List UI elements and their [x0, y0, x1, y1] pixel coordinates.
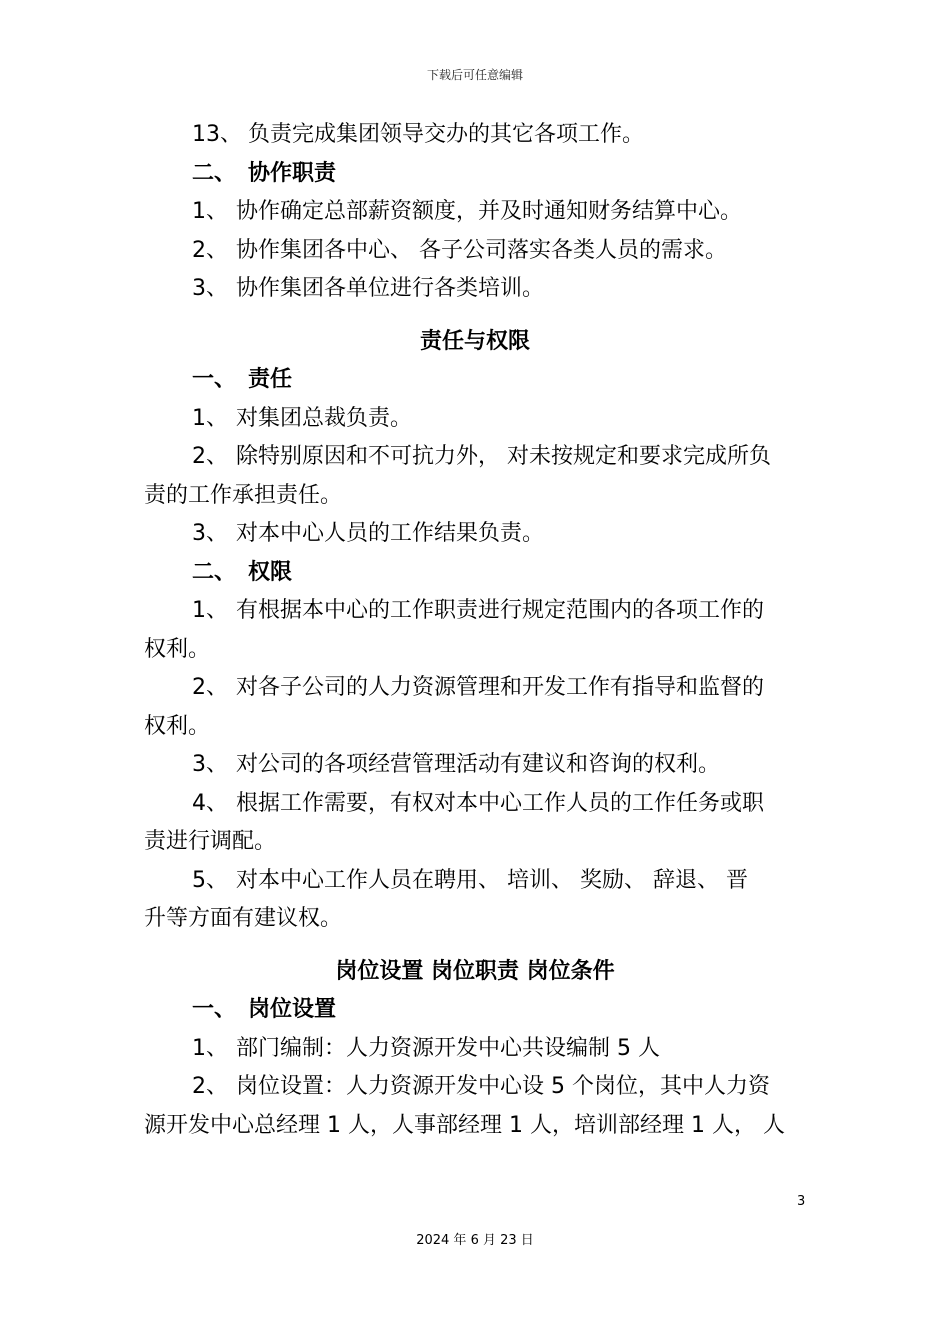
list-item: 1、 有根据本中心的工作职责进行规定范围内的各项工作的 [192, 598, 765, 623]
page-footer-date: 2024 年 6 月 23 日 [416, 1233, 534, 1248]
list-item: 1、 协作确定总部薪资额度，并及时通知财务结算中心。 [192, 199, 743, 224]
list-item-continuation: 升等方面有建议权。 [144, 906, 343, 931]
list-item: 5、 对本中心工作人员在聘用、 培训、 奖励、 辞退、 晋 [192, 867, 748, 893]
list-item-continuation: 责进行调配。 [144, 829, 277, 854]
list-item: 2、 岗位设置：人力资源开发中心设 5 个岗位，其中人力资 [192, 1074, 770, 1099]
list-item-continuation: 权利。 [144, 636, 211, 662]
list-item: 3、 协作集团各单位进行各类培训。 [192, 276, 545, 301]
list-item: 1、 部门编制：人力资源开发中心共设编制 5 人 [192, 1035, 660, 1061]
section-heading: 二、 协作职责 [192, 160, 337, 186]
list-item: 3、 对本中心人员的工作结果负责。 [192, 521, 545, 546]
list-item-continuation: 源开发中心总经理 1 人，人事部经理 1 人，培训部经理 1 人， 人 [144, 1112, 785, 1138]
list-item: 13、 负责完成集团领导交办的其它各项工作。 [192, 122, 645, 147]
page-header: 下载后可任意编辑 [426, 68, 523, 82]
list-item: 2、 对各子公司的人力资源管理和开发工作有指导和监督的 [192, 675, 765, 700]
list-item: 1、 对集团总裁负责。 [192, 405, 413, 431]
list-item-continuation: 权利。 [144, 713, 211, 739]
list-item: 4、 根据工作需要，有权对本中心工作人员的工作任务或职 [192, 790, 765, 816]
list-item: 2、 协作集团各中心、 各子公司落实各类人员的需求。 [192, 237, 727, 263]
section-title: 岗位设置 岗位职责 岗位条件 [335, 958, 615, 984]
document-body [144, 116, 806, 1145]
list-item-continuation: 责的工作承担责任。 [144, 482, 343, 508]
page-number: 3 [797, 1194, 806, 1209]
section-heading: 一、 岗位设置 [192, 997, 337, 1022]
section-title: 责任与权限 [419, 328, 530, 354]
section-heading: 二、 权限 [192, 559, 293, 585]
list-item: 3、 对公司的各项经营管理活动有建议和咨询的权利。 [192, 752, 721, 777]
section-heading: 一、 责任 [192, 367, 293, 392]
list-item: 2、 除特别原因和不可抗力外， 对未按规定和要求完成所负 [192, 444, 771, 469]
